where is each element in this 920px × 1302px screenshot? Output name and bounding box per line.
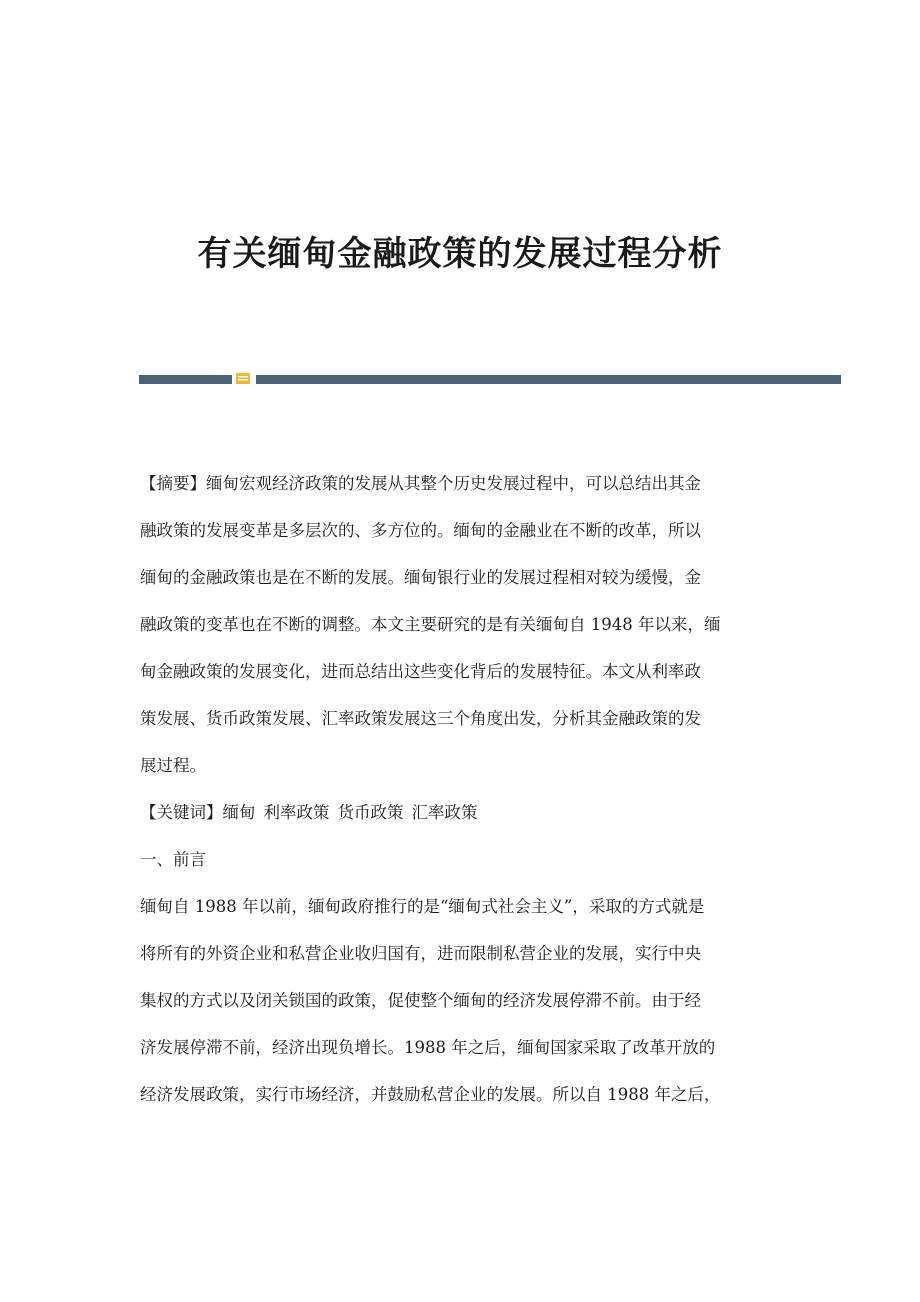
- abstract-line: 融政策的发展变革是多层次的、多方位的。缅甸的金融业在不断的改革，所以: [140, 521, 701, 540]
- keyword-term: 汇率政策: [411, 803, 478, 822]
- abstract-paragraph: [140, 460, 780, 789]
- divider-bar-left: [139, 375, 232, 384]
- abstract-line: 融政策的变革也在不断的调整。本文主要研究的是有关缅甸自 1948 年以来，缅: [140, 615, 721, 634]
- section-line: 缅甸自 1988 年以前，缅甸政府推行的是“缅甸式社会主义”，采取的方式就是: [140, 897, 705, 916]
- section-heading: 一、前言: [140, 850, 206, 869]
- section-line: 济发展停滞不前，经济出现负增长。1988 年之后，缅甸国家采取了改革开放的: [140, 1038, 716, 1057]
- keywords-label: 【关键词】: [140, 803, 223, 822]
- section-line: 集权的方式以及闭关锁国的政策，促使整个缅甸的经济发展停滞不前。由于经: [140, 991, 701, 1010]
- abstract-line: 甸金融政策的发展变化，进而总结出这些变化背后的发展特征。本文从利率政: [140, 662, 701, 681]
- abstract-label: 【摘要】: [140, 474, 206, 493]
- keywords-paragraph: [140, 789, 780, 836]
- abstract-line: 缅甸宏观经济政策的发展从其整个历史发展过程中，可以总结出其金: [206, 474, 701, 493]
- keyword-term: 货币政策: [337, 803, 404, 822]
- section-line: 将所有的外资企业和私营企业收归国有，进而限制私营企业的发展，实行中央: [140, 944, 701, 963]
- title-divider: [139, 375, 841, 384]
- document-badge-icon: [236, 373, 250, 384]
- abstract-line: 策发展、货币政策发展、汇率政策发展这三个角度出发，分析其金融政策的发: [140, 709, 701, 728]
- document-body: [140, 460, 780, 1118]
- keyword-term: 利率政策: [263, 803, 330, 822]
- abstract-line: 展过程。: [140, 756, 206, 775]
- section-paragraph: [140, 883, 780, 1118]
- page-title: 有关缅甸金融政策的发展过程分析: [197, 233, 723, 274]
- keyword-term: 缅甸: [222, 803, 256, 822]
- section-line: 经济发展政策，实行市场经济，并鼓励私营企业的发展。所以自 1988 年之后，: [140, 1085, 721, 1104]
- abstract-line: 缅甸的金融政策也是在不断的发展。缅甸银行业的发展过程相对较为缓慢，金: [140, 568, 701, 587]
- divider-bar-right: [256, 375, 841, 384]
